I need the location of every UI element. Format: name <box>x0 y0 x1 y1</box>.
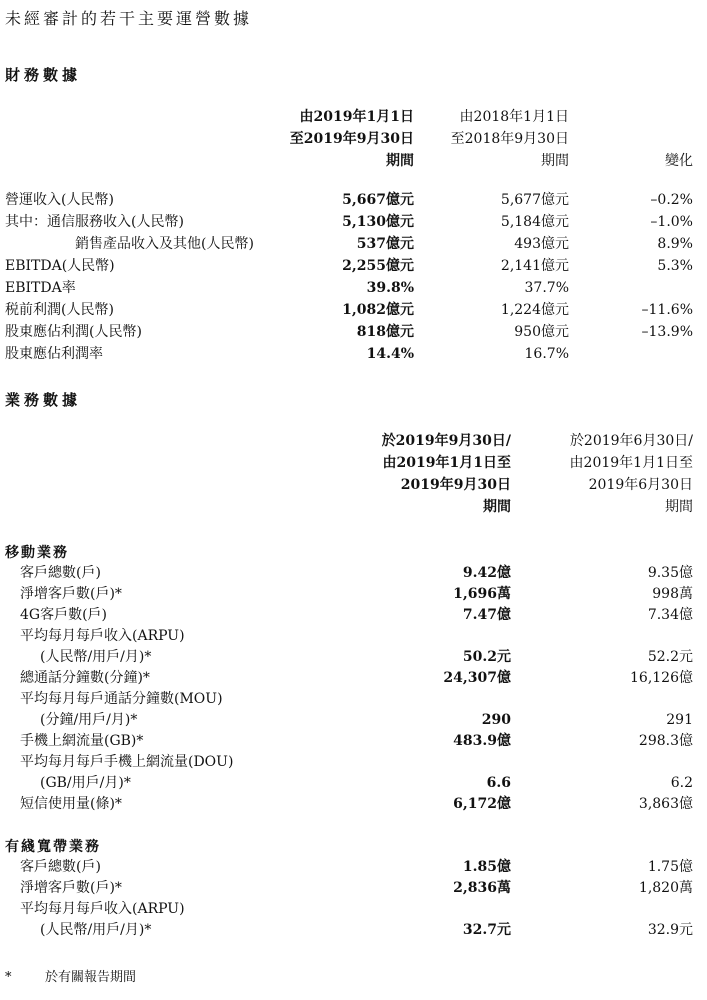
business-section-title: 業務數據 <box>5 391 82 409</box>
financial-row: 股東應佔利潤(人民幣) 818億元 950億元 –13.9% <box>5 324 693 340</box>
mobile-row: (GB/用戶/月)* 6.6 6.2 <box>40 775 693 791</box>
financial-previous-period-header: 由2018年1月1日 至2018年9月30日 期間 <box>450 109 569 169</box>
broadband-row: 淨增客戶數(戶)* 2,836萬 1,820萬 <box>20 880 693 896</box>
financial-row: EBITDA(人民幣) 2,255億元 2,141億元 5.3% <box>5 258 693 274</box>
mobile-row: (人民幣/用戶/月)* 50.2元 52.2元 <box>40 649 693 665</box>
mobile-row: (分鐘/用戶/月)* 290 291 <box>40 712 693 728</box>
financial-row: 營運收入(人民幣) 5,667億元 5,677億元 –0.2% <box>5 192 693 208</box>
mobile-row: 4G客戶數(戶) 7.47億 7.34億 <box>20 607 693 623</box>
mobile-row: 淨增客戶數(戶)* 1,696萬 998萬 <box>20 586 693 602</box>
financial-change-header: 變化 <box>665 153 693 169</box>
mobile-row: 平均每月每戶手機上網流量(DOU) <box>20 754 234 770</box>
broadband-row: (人民幣/用戶/月)* 32.7元 32.9元 <box>40 922 693 938</box>
broadband-row: 客戶總數(戶) 1.85億 1.75億 <box>20 859 693 875</box>
footnote-marker: * <box>5 970 12 985</box>
financial-row: 其中：通信服務收入(人民幣) 5,130億元 5,184億元 –1.0% <box>5 214 693 230</box>
business-previous-period-header: 於2019年6月30日/ 由2019年1月1日至 2019年6月30日 期間 <box>569 433 693 515</box>
mobile-row: 短信使用量(條)* 6,172億 3,863億 <box>20 796 693 812</box>
financial-row: EBITDA率 39.8% 37.7% <box>5 280 569 296</box>
financial-row: 股東應佔利潤率 14.4% 16.7% <box>5 346 569 362</box>
mobile-row: 客戶總數(戶) 9.42億 9.35億 <box>20 565 693 581</box>
financial-row: 税前利潤(人民幣) 1,082億元 1,224億元 –11.6% <box>5 302 693 318</box>
financial-section-title: 財務數據 <box>5 66 82 84</box>
financial-current-period-header: 由2019年1月1日 至2019年9月30日 期間 <box>289 109 414 169</box>
mobile-row: 平均每月每戶通話分鐘數(MOU) <box>20 691 223 707</box>
broadband-business-title: 有綫寬帶業務 <box>5 839 101 855</box>
document-title: 未經審計的若干主要運營數據 <box>5 9 253 28</box>
broadband-row: 平均每月每戶收入(ARPU) <box>20 901 185 917</box>
footnote <box>5 966 136 985</box>
mobile-row: 手機上網流量(GB)* 483.9億 298.3億 <box>20 733 693 749</box>
financial-row: 銷售產品收入及其他(人民幣) 537億元 493億元 8.9% <box>75 236 693 252</box>
mobile-business-title: 移動業務 <box>5 545 69 561</box>
mobile-row: 總通話分鐘數(分鐘)* 24,307億 16,126億 <box>20 670 693 686</box>
business-current-period-header: 於2019年9月30日/ 由2019年1月1日至 2019年9月30日 期間 <box>381 433 511 515</box>
footnote-text: 於有關報告期間 <box>45 970 137 985</box>
mobile-row: 平均每月每戶收入(ARPU) <box>20 628 185 644</box>
